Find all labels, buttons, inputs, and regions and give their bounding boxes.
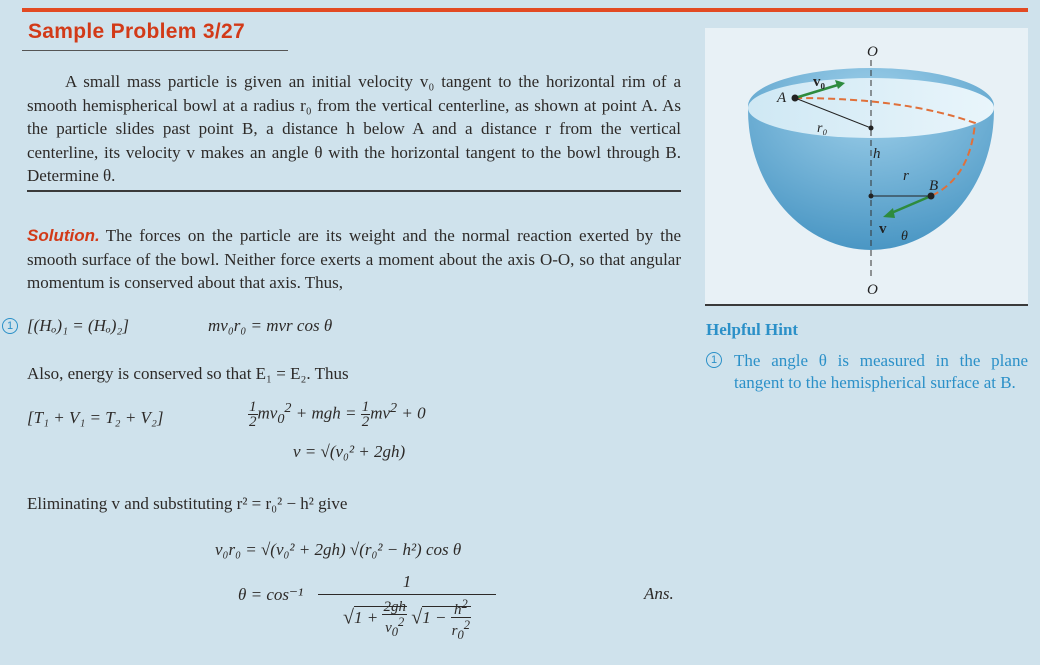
page-title: Sample Problem 3/27 [28, 20, 245, 43]
solution-paragraph [27, 224, 681, 295]
title-underline [22, 50, 288, 51]
label-o-top: O [867, 44, 878, 60]
hint-number-marker: 1 [706, 352, 722, 368]
problem-statement [27, 70, 681, 188]
equation-5-fraction: 1 √1 + $\frac{2gh}{v_0^2}$ √1 − $\frac{h^2}{r_0^2}$ [318, 572, 496, 642]
label-a: A [777, 90, 787, 106]
equation-4: v₀r₀ = √(v₀² + 2gh) √(r₀² − h²) cos θ [215, 540, 462, 559]
energy-text: Also, energy is conserved so that E₁ = E₂. Thus [27, 364, 349, 383]
bowl-figure [705, 28, 1028, 304]
top-rule [22, 8, 1028, 12]
equation-1-row [2, 316, 18, 336]
label-h: h [873, 146, 881, 162]
equation-3: v = √(v₀² + 2gh) [293, 442, 406, 461]
answer-label: Ans. [644, 584, 674, 603]
center-point-top [869, 126, 874, 131]
label-r: r [903, 168, 909, 184]
figure-rule [705, 304, 1028, 306]
label-v: v [879, 221, 887, 237]
equation-2: $\frac{1}{2}$ $mv_0^2$ + mgh = $\frac{1}{2}$ $mv^2 + 0$ [249, 399, 426, 431]
center-point-bottom [869, 194, 874, 199]
point-a [792, 95, 799, 102]
hint-title: Helpful Hint [706, 320, 799, 339]
label-theta: θ [901, 229, 908, 244]
equation-5-lhs: θ = cos⁻¹ [238, 585, 304, 604]
separator [27, 190, 681, 192]
equation-1: mv₀r₀ = mvr cos θ [208, 316, 333, 335]
label-o-bottom: O [867, 282, 878, 298]
hint-text: The angle θ is measured in the plane tangent to the hemispherical surface at B. [734, 351, 1028, 392]
label-v0: v₀ [813, 74, 825, 90]
solution-text: The forces on the particle are its weight and the normal reaction exerted by the smooth surface of the bowl. Neither force exerts a moment about the axis O-O, so that angular momentum is conserved about that axis. Thus, [27, 226, 681, 292]
solution-heading: Solution. [27, 226, 100, 245]
equation-2-label: [T₁ + V₁ = T₂ + V₂] [27, 408, 164, 427]
hint-number [706, 352, 722, 370]
label-r0: r₀ [817, 121, 828, 136]
hint-marker[interactable]: 1 [2, 318, 18, 334]
problem-text: A small mass particle is given an initial velocity v₀ tangent to the horizontal rim of a smooth hemispherical bowl at a radius r₀ from the vertical centerline, as shown at point A. As the particle slides past point B, a distance h below A and a distance r from the vertical centerline, its velocity v makes an angle θ with the horizontal tangent to the bowl through B. Determine θ. [27, 72, 681, 185]
elimination-text: Eliminating v and substituting r² = r₀² − h² give [27, 494, 348, 513]
label-b: B [929, 178, 939, 194]
equation-1-label: [(Hₒ)₁ = (Hₒ)₂] [27, 316, 129, 335]
